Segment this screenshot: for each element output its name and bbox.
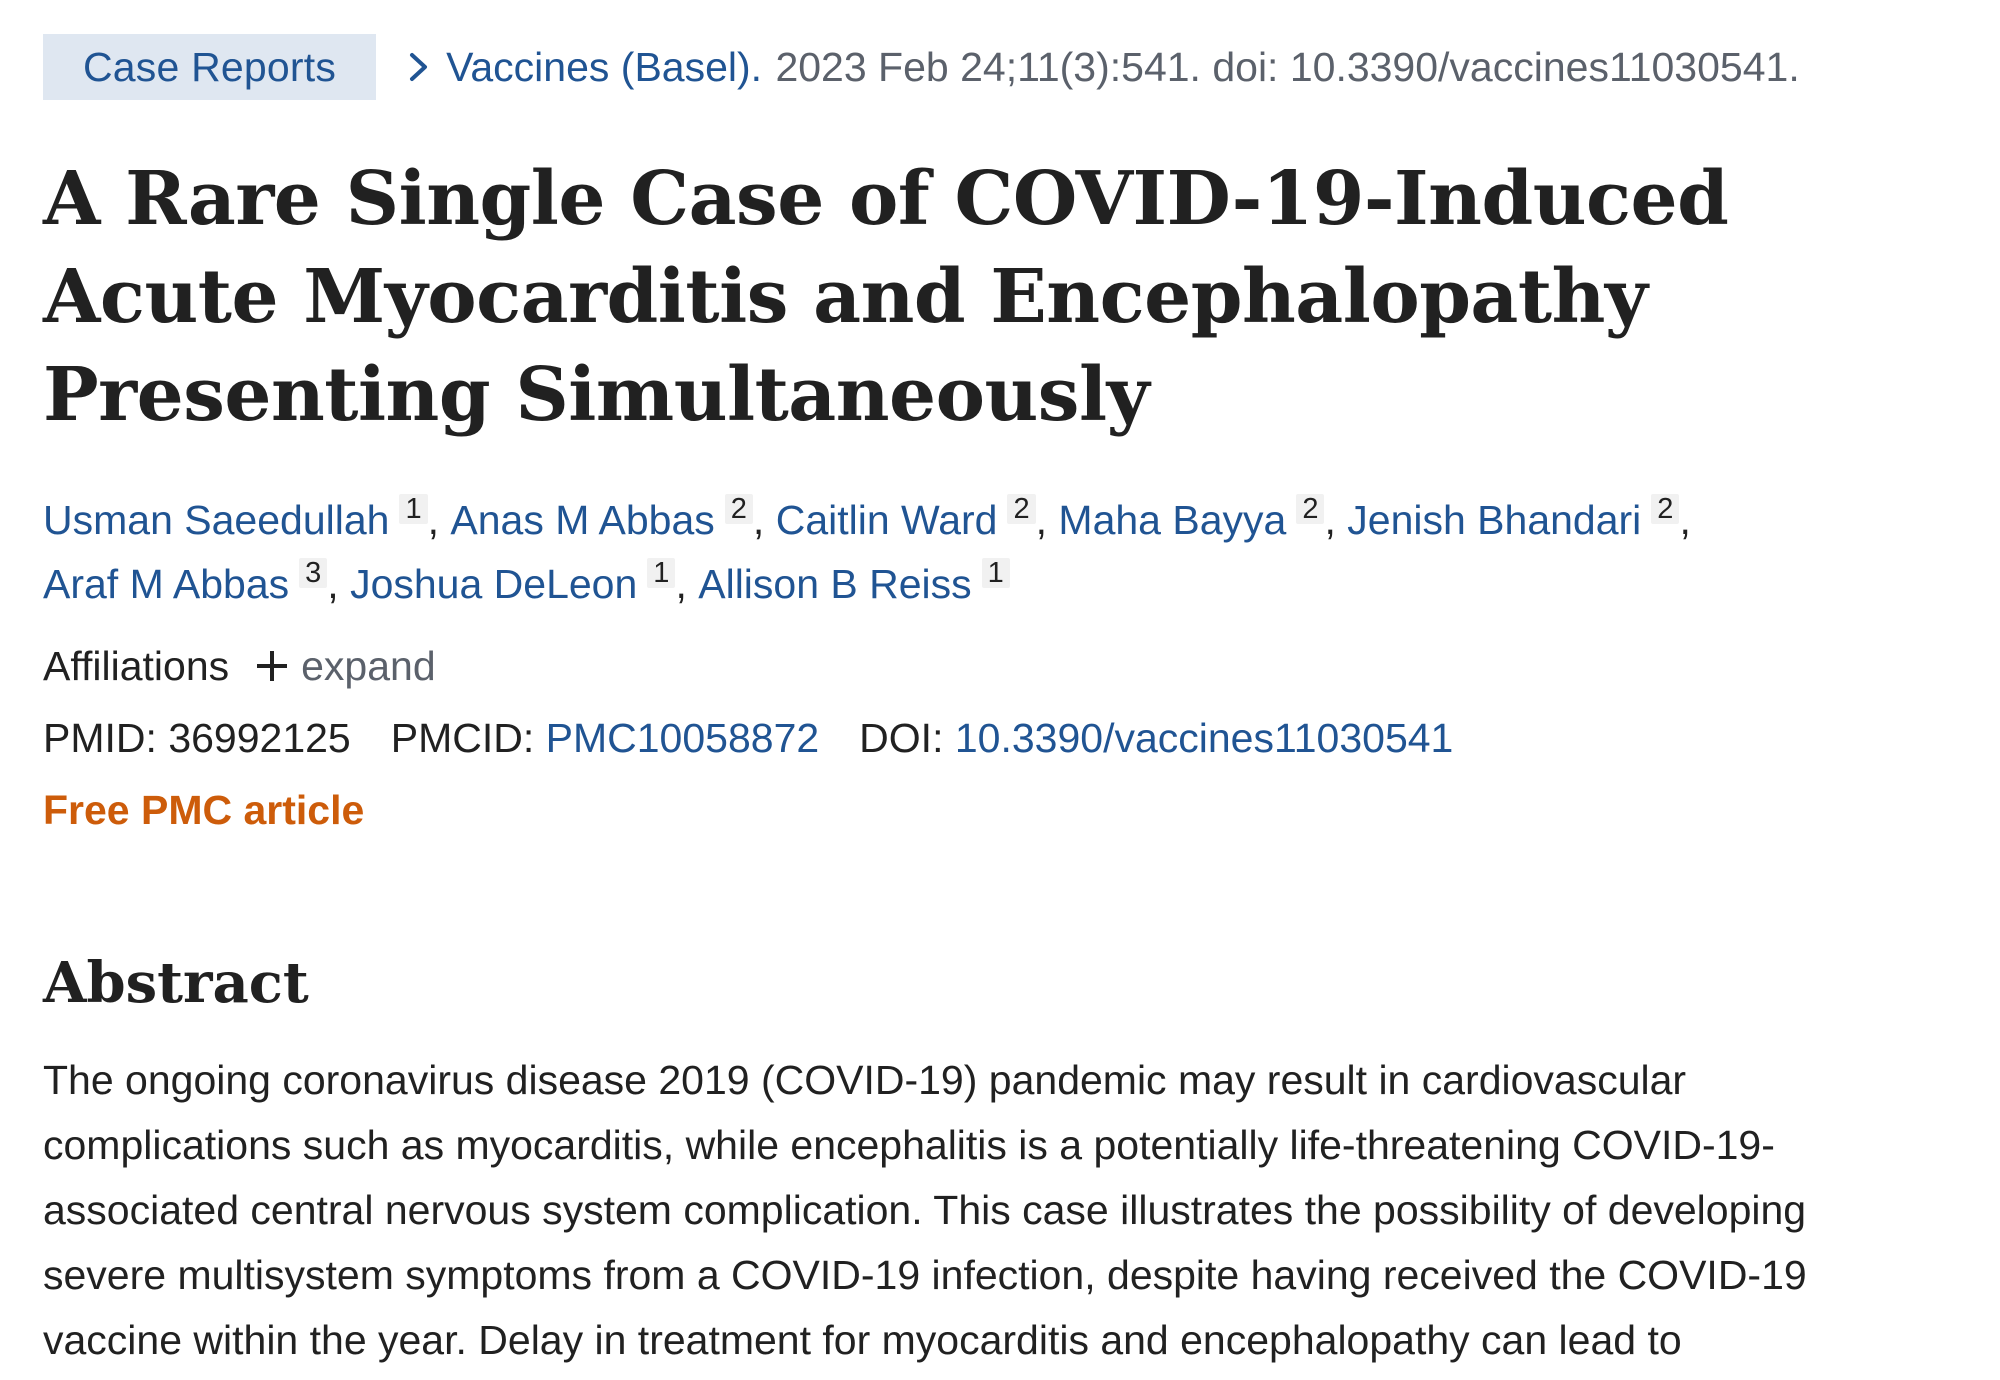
expand-affiliations-button[interactable] xyxy=(257,638,436,694)
affiliation-number[interactable]: 2 xyxy=(725,494,753,524)
author-separator: , xyxy=(752,497,776,543)
article-page xyxy=(43,34,1963,1373)
affiliation-number[interactable]: 1 xyxy=(982,558,1010,588)
author-link[interactable]: Caitlin Ward xyxy=(775,497,998,543)
abstract-heading: Abstract xyxy=(43,950,309,1016)
doi-group xyxy=(859,710,1453,766)
affiliations-row xyxy=(43,638,1963,694)
author-separator: , xyxy=(1324,497,1348,543)
author-item xyxy=(43,557,351,607)
author-item xyxy=(775,493,1059,543)
chevron-right-icon xyxy=(406,50,432,84)
abstract-line: associated central nervous system complication. This case illustrates the possibility of developing xyxy=(43,1187,1807,1233)
abstract-line: The ongoing coronavirus disease 2019 (COVID-19) pandemic may result in cardiovascular xyxy=(43,1057,1687,1103)
author-separator: , xyxy=(327,561,351,607)
author-item xyxy=(698,557,1010,607)
pmid-label: PMID: xyxy=(43,715,157,761)
citation-line xyxy=(43,34,1963,100)
citation-details-text: 2023 Feb 24;11(3):541. doi: 10.3390/vaccines11030541. xyxy=(775,43,1800,90)
affiliation-number[interactable]: 2 xyxy=(1007,494,1035,524)
affiliation-number[interactable]: 3 xyxy=(299,558,327,588)
author-link[interactable]: Maha Bayya xyxy=(1058,497,1287,543)
abstract-line: vaccine within the year. Delay in treatment for myocarditis and encephalopathy can lead to xyxy=(43,1317,1682,1363)
journal-link[interactable]: Vaccines (Basel). xyxy=(446,43,763,90)
author-separator: , xyxy=(1035,497,1059,543)
author-item xyxy=(450,493,776,543)
author-link[interactable]: Anas M Abbas xyxy=(450,497,715,543)
abstract-line: severe multisystem symptoms from a COVID-19 infection, despite having received the COVID-19 xyxy=(43,1252,1807,1298)
abstract-text xyxy=(43,1048,1963,1373)
affiliations-label: Affiliations xyxy=(43,643,230,689)
expand-label: expand xyxy=(301,643,436,689)
affiliation-number[interactable]: 1 xyxy=(647,558,675,588)
publication-type-badge[interactable]: Case Reports xyxy=(43,34,376,100)
author-link[interactable]: Allison B Reiss xyxy=(698,561,972,607)
author-link[interactable]: Araf M Abbas xyxy=(43,561,290,607)
author-link[interactable]: Usman Saeedullah xyxy=(43,497,390,543)
plus-icon xyxy=(257,651,287,681)
pmcid-group xyxy=(391,710,819,766)
free-pmc-article-label[interactable]: Free PMC article xyxy=(43,787,365,833)
author-item xyxy=(43,493,451,543)
author-link[interactable]: Jenish Bhandari xyxy=(1347,497,1642,543)
author-separator: , xyxy=(675,561,699,607)
author-link[interactable]: Joshua DeLeon xyxy=(350,561,638,607)
author-separator: , xyxy=(427,497,451,543)
author-item xyxy=(350,557,699,607)
author-separator: , xyxy=(1679,497,1691,543)
pmcid-link[interactable]: PMC10058872 xyxy=(545,715,820,761)
abstract-line: complications such as myocarditis, while encephalitis is a potentially life-threatening COVID-19- xyxy=(43,1122,1775,1168)
affiliation-number[interactable]: 2 xyxy=(1651,494,1679,524)
author-item xyxy=(1347,493,1691,543)
pmid-group xyxy=(43,710,351,766)
pmcid-label: PMCID: xyxy=(390,715,535,761)
pmid-value: 36992125 xyxy=(168,715,351,761)
article-title: A Rare Single Case of COVID-19-Induced Acute Myocarditis and Encephalopathy Presenting Simultaneously xyxy=(43,156,1729,438)
doi-label: DOI: xyxy=(859,715,944,761)
authors-list xyxy=(43,488,1943,616)
affiliation-number[interactable]: 2 xyxy=(1296,494,1324,524)
affiliation-number[interactable]: 1 xyxy=(399,494,427,524)
identifiers-row xyxy=(43,710,1963,766)
author-item xyxy=(1058,493,1348,543)
doi-link[interactable]: 10.3390/vaccines11030541 xyxy=(954,715,1454,761)
citation-details xyxy=(764,44,1800,91)
